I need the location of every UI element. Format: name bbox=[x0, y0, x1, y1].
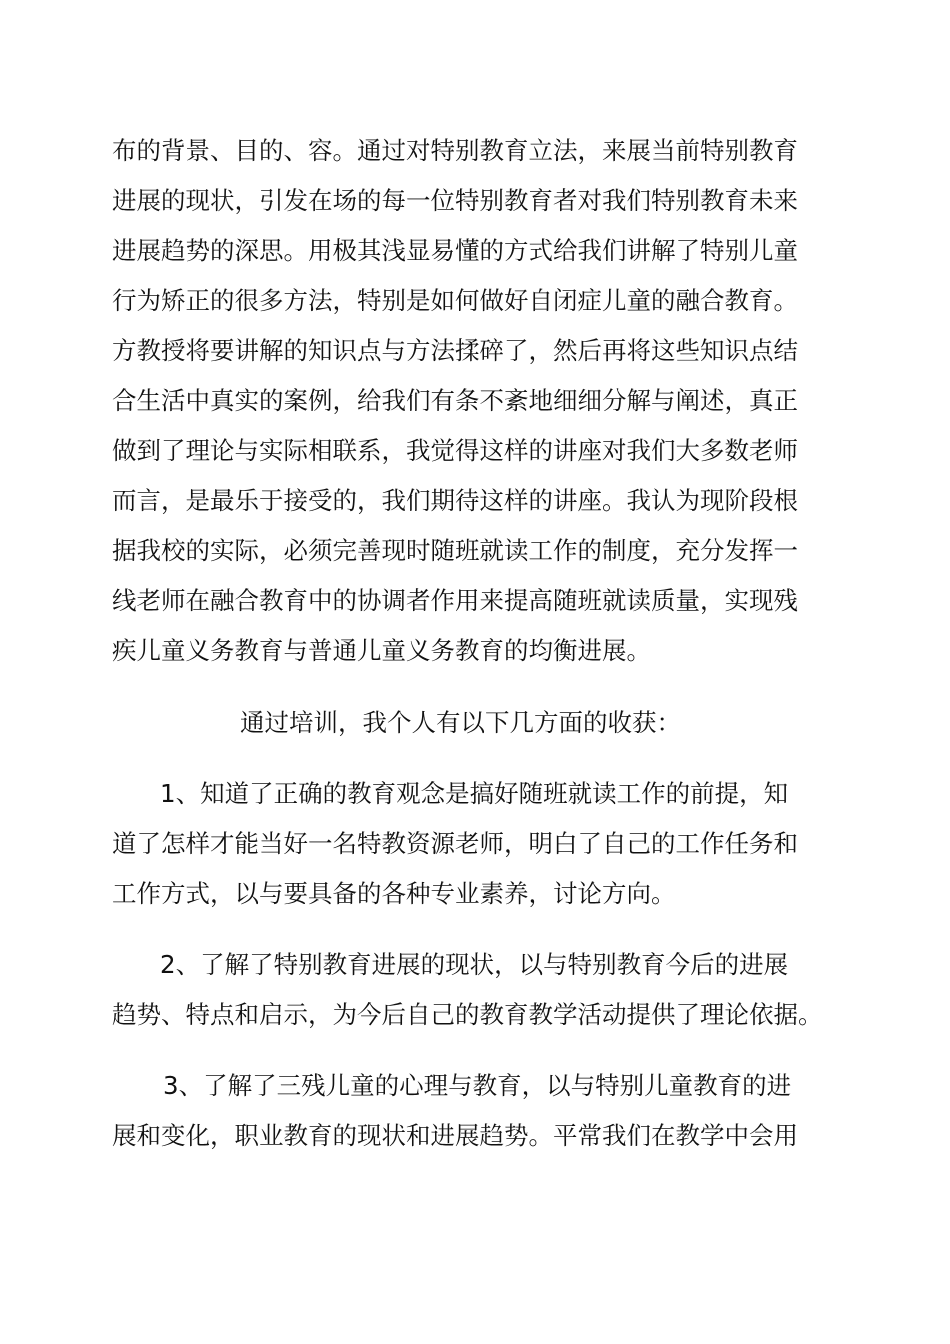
paragraph-1-line-6: 合生活中真实的案例，给我们有条不紊地细细分解与阐述，真正 bbox=[112, 386, 798, 415]
paragraph-1-line-7: 做到了理论与实际相联系，我觉得这样的讲座对我们大多数老师 bbox=[112, 436, 798, 465]
item-3-line-2: 展和变化，职业教育的现状和进展趋势。平常我们在教学中会用 bbox=[112, 1121, 798, 1150]
paragraph-1-line-11: 疾儿童义务教育与普通儿童义务教育的均衡进展。 bbox=[112, 636, 651, 665]
paragraph-1-line-5: 方教授将要讲解的知识点与方法揉碎了，然后再将这些知识点结 bbox=[112, 336, 798, 365]
intro-line: 通过培训，我个人有以下几方面的收获： bbox=[240, 708, 681, 737]
paragraph-1-line-9: 据我校的实际，必须完善现时随班就读工作的制度，充分发挥一 bbox=[112, 536, 798, 565]
item-1-line-2: 道了怎样才能当好一名特教资源老师，明白了自己的工作任务和 bbox=[112, 829, 798, 858]
item-3-line-1: 3、了解了三残儿童的心理与教育，以与特别儿童教育的进 bbox=[163, 1071, 792, 1100]
item-1-line-1: 1、知道了正确的教育观念是搞好随班就读工作的前提，知 bbox=[160, 779, 789, 808]
paragraph-1-line-3: 进展趋势的深思。用极其浅显易懂的方式给我们讲解了特别儿童 bbox=[112, 236, 798, 265]
item-2-line-2: 趋势、特点和启示，为今后自己的教育教学活动提供了理论依据。 bbox=[112, 1000, 823, 1029]
paragraph-1-line-1: 布的背景、目的、容。通过对特别教育立法，来展当前特别教育 bbox=[112, 136, 798, 165]
paragraph-1-line-4: 行为矫正的很多方法，特别是如何做好自闭症儿童的融合教育。 bbox=[112, 286, 798, 315]
paragraph-1-line-8: 而言，是最乐于接受的，我们期待这样的讲座。我认为现阶段根 bbox=[112, 486, 798, 515]
paragraph-1-line-10: 线老师在融合教育中的协调者作用来提高随班就读质量，实现残 bbox=[112, 586, 798, 615]
item-2-line-1: 2、了解了特别教育进展的现状，以与特别教育今后的进展 bbox=[160, 950, 789, 979]
item-1-line-3: 工作方式，以与要具备的各种专业素养，讨论方向。 bbox=[112, 879, 676, 908]
paragraph-1-line-2: 进展的现状，引发在场的每一位特别教育者对我们特别教育未来 bbox=[112, 186, 798, 215]
